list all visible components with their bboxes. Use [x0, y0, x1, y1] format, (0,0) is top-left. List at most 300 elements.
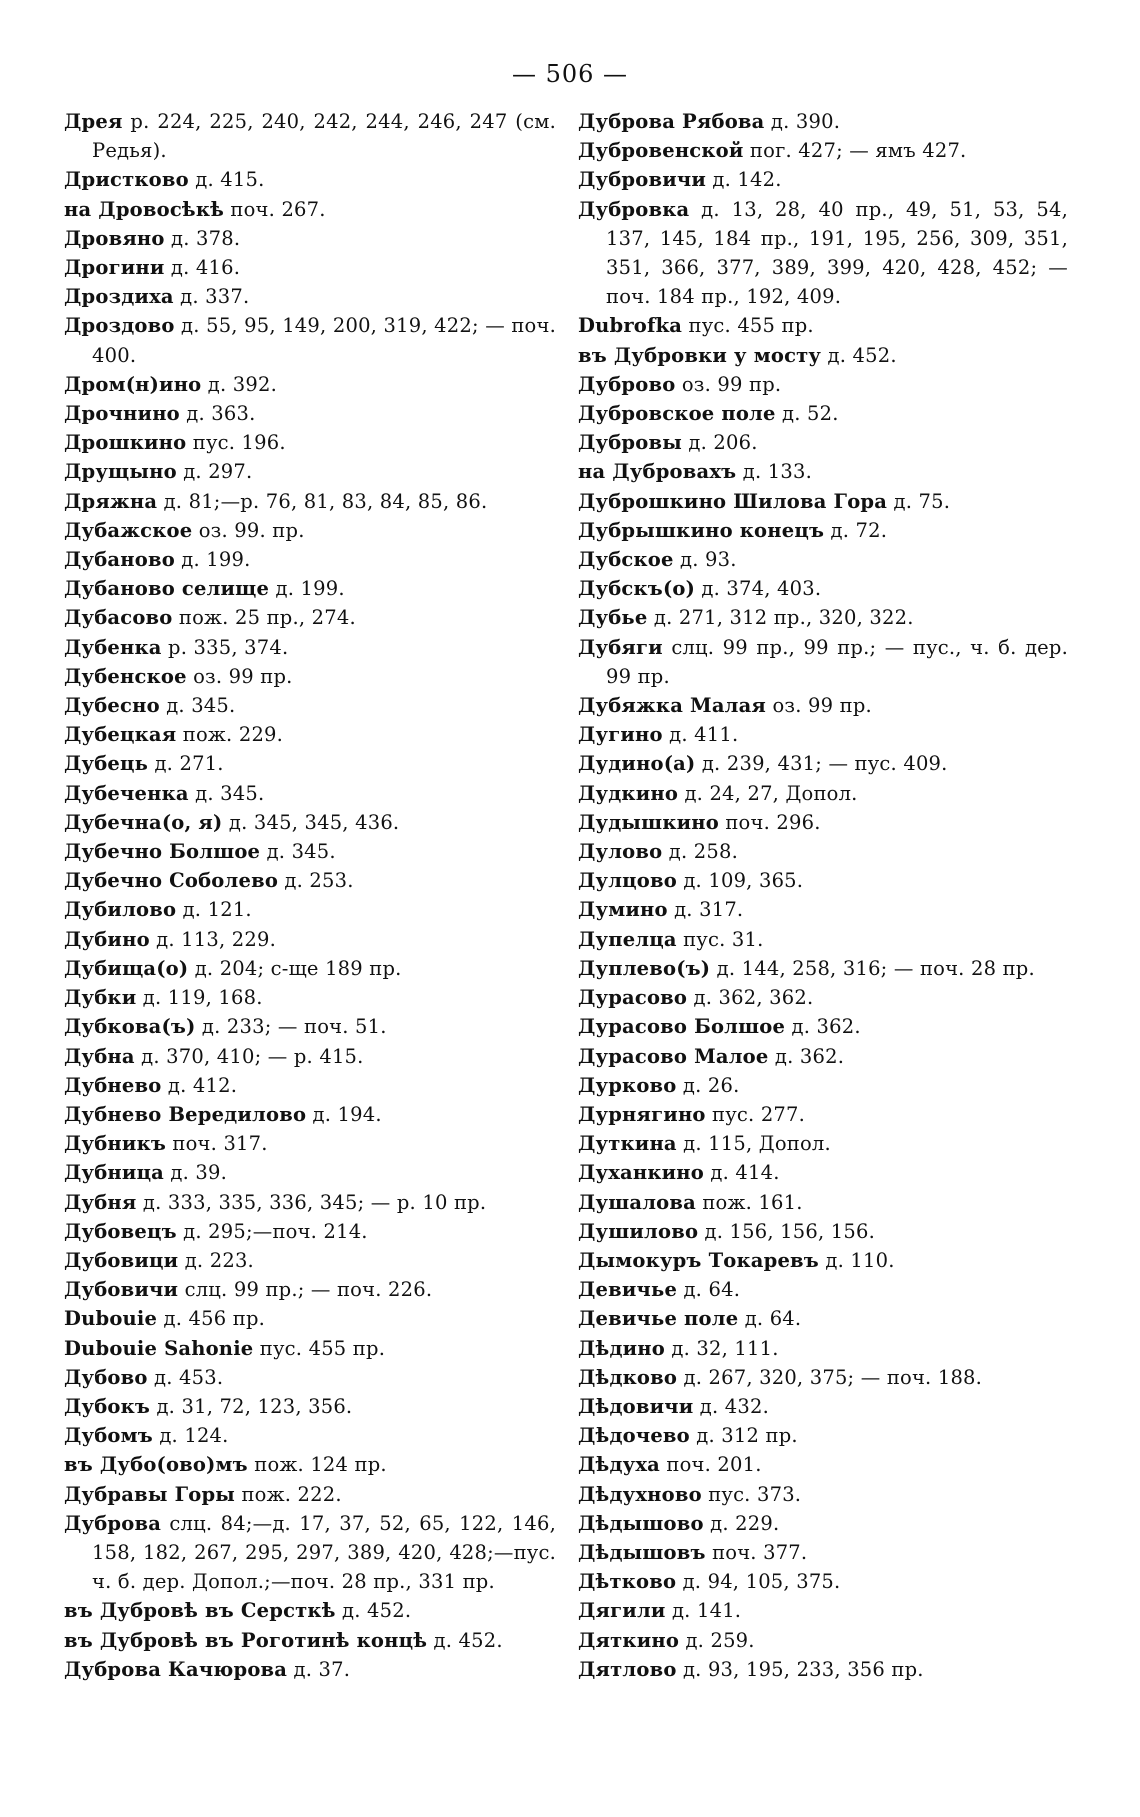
entry-references: д. 55, 95, 149, 200, 319, 422; — поч. 400.	[92, 314, 556, 367]
entry-references: д. 345.	[159, 694, 236, 718]
entry-references: д. 64.	[738, 1307, 802, 1331]
entry-references: пож. 222.	[235, 1482, 342, 1506]
entry-headword: Дупелца	[578, 927, 677, 951]
entry-headword: Дубровы	[578, 431, 682, 455]
entry-headword: Дрошкино	[64, 431, 187, 455]
entry-references: д. 52.	[775, 402, 839, 426]
index-entry	[578, 925, 1068, 954]
entry-references: д. 362.	[768, 1044, 845, 1068]
entry-references: д. 199.	[174, 548, 251, 572]
entry-references: д. 239, 431; — пус. 409.	[695, 752, 948, 776]
index-entry	[64, 1480, 556, 1509]
index-entry	[64, 1071, 556, 1100]
entry-references: д. 345.	[188, 781, 265, 805]
index-entry	[578, 165, 1068, 194]
entry-headword: Дубець	[64, 752, 149, 776]
entry-references: поч. 377.	[705, 1540, 808, 1564]
entry-headword: Дром(н)ино	[64, 372, 202, 396]
index-entry	[578, 107, 1068, 136]
entry-headword: Дудкино	[578, 781, 679, 805]
entry-headword: Дубокъ	[64, 1394, 151, 1418]
entry-references: д. 142.	[706, 168, 782, 192]
entry-headword: Дубскъ(о)	[578, 577, 696, 601]
entry-references: д. 362.	[785, 1015, 861, 1039]
entry-references: пус. 31.	[676, 927, 764, 951]
entry-references: д. 271, 312 пр., 320, 322.	[647, 606, 914, 630]
index-entry	[578, 1188, 1068, 1217]
entry-headword: Дугино	[578, 723, 663, 747]
entry-headword: въ Дубровѣ въ Серсткѣ	[64, 1599, 336, 1623]
index-entry	[578, 720, 1068, 749]
entry-headword: Дровяно	[64, 226, 165, 250]
left-column	[64, 107, 556, 1684]
entry-headword: Дроздово	[64, 314, 175, 338]
entry-headword: Дуброва	[64, 1511, 162, 1535]
entry-headword: Душалова	[578, 1190, 696, 1214]
entry-headword: Дрочнино	[64, 402, 180, 426]
entry-headword: Дубечно Болшое	[64, 840, 261, 864]
index-entry	[578, 1334, 1068, 1363]
entry-references: д. 363.	[179, 402, 256, 426]
index-entry	[64, 195, 556, 224]
index-entry	[64, 1421, 556, 1450]
entry-references: д. 412.	[161, 1073, 238, 1097]
index-entry	[64, 370, 556, 399]
index-entry	[578, 1626, 1068, 1655]
entry-headword: Дѣдухново	[578, 1482, 702, 1506]
entry-references: д. 452.	[821, 343, 897, 367]
entry-references: д. 24, 27, Допол.	[678, 781, 858, 805]
index-entry	[64, 1334, 556, 1363]
entry-headword: Дымокуръ Токаревъ	[578, 1248, 819, 1272]
index-entry	[64, 574, 556, 603]
index-entry	[578, 341, 1068, 370]
index-entry	[64, 311, 556, 369]
entry-references: д. 414.	[703, 1161, 780, 1185]
entry-references: д. 75.	[887, 489, 951, 513]
entry-references: д. 141.	[665, 1599, 742, 1623]
index-entry	[64, 1509, 556, 1597]
entry-headword: Дягили	[578, 1599, 666, 1623]
index-entry	[64, 1626, 556, 1655]
entry-references: д. 124.	[152, 1424, 229, 1448]
entry-headword: Дубница	[64, 1161, 165, 1185]
entry-references: д. 133.	[736, 460, 812, 484]
entry-references: пус. 455 пр.	[253, 1336, 386, 1360]
index-entry	[64, 1596, 556, 1625]
entry-headword: Дяткино	[578, 1628, 680, 1652]
entry-headword: Дубравы Горы	[64, 1482, 236, 1506]
entry-references: д. 144, 258, 316; — поч. 28 пр.	[710, 956, 1035, 980]
entry-references: слц. 84;—д. 17, 37, 52, 65, 122, 146, 158, 182, 267, 295, 297, 389, 420, 428;—пус. ч. б. дер. Допол.;—поч. 28 пр., 331 пр.	[92, 1511, 556, 1594]
entry-headword: Дурково	[578, 1073, 677, 1097]
index-entry	[64, 224, 556, 253]
entry-references: д. 259.	[679, 1628, 755, 1652]
entry-headword: Дубровичи	[578, 168, 707, 192]
index-entry	[64, 1188, 556, 1217]
entry-references: д. 94, 105, 375.	[676, 1570, 841, 1594]
entry-headword: Дубровское поле	[578, 402, 776, 426]
index-entry	[578, 779, 1068, 808]
index-entry	[64, 983, 556, 1012]
index-entry	[64, 1450, 556, 1479]
entry-headword: Дубовици	[64, 1248, 179, 1272]
index-entry	[64, 954, 556, 983]
entry-references: д. 204; с-ще 189 пр.	[188, 956, 402, 980]
index-entry	[578, 1071, 1068, 1100]
index-entry	[64, 1275, 556, 1304]
entry-headword: Дубаново селище	[64, 577, 270, 601]
index-entry	[578, 457, 1068, 486]
index-entry	[578, 749, 1068, 778]
entry-references: д. 392.	[201, 372, 278, 396]
entry-references: д. 390.	[764, 110, 841, 133]
entry-references: д. 109, 365.	[676, 869, 804, 893]
entry-headword: Дубкова(ъ)	[64, 1015, 196, 1039]
index-entry	[578, 399, 1068, 428]
index-entry	[64, 399, 556, 428]
entry-headword: Дубаново	[64, 548, 175, 572]
entry-references: д. 93.	[673, 548, 737, 572]
entry-references: д. 32, 111.	[665, 1336, 779, 1360]
entry-headword: Дубенское	[64, 664, 187, 688]
entry-references: д. 452.	[427, 1628, 503, 1652]
index-entry	[578, 1304, 1068, 1333]
entry-references: пус. 196.	[186, 431, 286, 455]
index-entry	[64, 749, 556, 778]
entry-headword: въ Дубо(ово)мъ	[64, 1453, 248, 1477]
entry-references: д. 267, 320, 375; — поч. 188.	[677, 1365, 983, 1389]
index-entry	[64, 428, 556, 457]
entry-headword: Дубское	[578, 548, 674, 572]
index-entry	[578, 691, 1068, 720]
index-entry	[578, 1509, 1068, 1538]
entry-headword: Дубечно Соболево	[64, 869, 279, 893]
entry-references: д. 271.	[148, 752, 224, 776]
entry-headword: Dubrofka	[578, 314, 683, 338]
entry-references: пож. 229.	[176, 723, 284, 747]
index-entry	[578, 895, 1068, 924]
index-entry	[64, 1246, 556, 1275]
entry-headword: Дуброва Качюрова	[64, 1657, 288, 1681]
entry-references: д. 297.	[176, 460, 253, 484]
index-entry	[64, 545, 556, 574]
entry-references: пож. 161.	[695, 1190, 803, 1214]
entry-headword: Дубровенской	[578, 139, 744, 163]
entry-headword: Дѣдино	[578, 1336, 665, 1360]
entry-headword: Дубье	[578, 606, 648, 630]
entry-headword: въ Дубровѣ въ Роготинѣ концѣ	[64, 1628, 428, 1652]
index-entry	[64, 1158, 556, 1187]
entry-headword: Думино	[578, 898, 668, 922]
index-entry	[578, 1655, 1068, 1684]
index-entry	[578, 954, 1068, 983]
index-entry	[578, 1450, 1068, 1479]
index-entry	[578, 1421, 1068, 1450]
entry-references: д. 415.	[188, 168, 265, 192]
entry-headword: Дурасово Болшое	[578, 1015, 786, 1039]
entry-references: д. 416.	[164, 256, 241, 280]
entry-headword: Дубяжка Малая	[578, 694, 767, 718]
entry-references: р. 224, 225, 240, 242, 244, 246, 247 (см. Редья).	[92, 110, 556, 163]
index-entry	[578, 516, 1068, 545]
entry-headword: Дуткина	[578, 1132, 677, 1156]
index-entry	[64, 633, 556, 662]
index-entry	[578, 311, 1068, 340]
entry-references: д. 453.	[147, 1365, 224, 1389]
entry-headword: Дуброва Рябова	[578, 110, 765, 133]
entry-headword: Дѣдышовъ	[578, 1540, 706, 1564]
entry-references: оз. 99. пр.	[192, 518, 305, 542]
entry-references: оз. 99 пр.	[186, 664, 293, 688]
entry-headword: Дубки	[64, 986, 137, 1010]
entry-references: д. 411.	[662, 723, 739, 747]
entry-headword: Дубища(о)	[64, 956, 189, 980]
entry-references: д. 115, Допол.	[676, 1132, 831, 1156]
index-entry	[64, 1042, 556, 1071]
index-entry	[64, 1012, 556, 1041]
entry-references: поч. 267.	[224, 197, 326, 221]
index-entry	[578, 1158, 1068, 1187]
index-entry	[578, 1012, 1068, 1041]
entry-references: д. 233; — поч. 51.	[195, 1015, 387, 1039]
index-entry	[64, 925, 556, 954]
entry-references: пож. 25 пр., 274.	[172, 606, 356, 630]
entry-references: д. 258.	[662, 840, 738, 864]
entry-references: д. 199.	[269, 577, 345, 601]
entry-references: д. 156, 156, 156.	[698, 1219, 876, 1243]
entry-headword: Дубовичи	[64, 1278, 179, 1302]
entry-headword: Дубникъ	[64, 1132, 167, 1156]
entry-references: д. 121.	[176, 898, 252, 922]
entry-headword: Дѣдышово	[578, 1511, 704, 1535]
index-entry	[578, 428, 1068, 457]
entry-references: д. 37.	[287, 1657, 351, 1681]
index-entry	[578, 633, 1068, 691]
entry-headword: Дубровка	[578, 197, 690, 221]
entry-headword: Дубрышкино конецъ	[578, 518, 825, 542]
entry-references: д. 93, 195, 233, 356 пр.	[676, 1657, 924, 1681]
entry-references: д. 13, 28, 40 пр., 49, 51, 53, 54, 137, 145, 184 пр., 191, 195, 256, 309, 351, 351, 366, 377, 389, 399, 420, 428, 452; — поч. 184 пр., 192, 409.	[606, 197, 1068, 309]
entry-headword: Dubouie Sahonie	[64, 1336, 254, 1360]
entry-references: д. 229.	[703, 1511, 780, 1535]
entry-references: д. 312 пр.	[689, 1424, 798, 1448]
index-entry	[64, 487, 556, 516]
entry-headword: Дубажское	[64, 518, 193, 542]
entry-headword: Дубенка	[64, 635, 162, 659]
entry-references: оз. 99 пр.	[766, 694, 872, 718]
entry-references: д. 113, 229.	[149, 927, 277, 951]
entry-references: д. 81;—р. 76, 81, 83, 84, 85, 86.	[157, 489, 488, 513]
entry-headword: Духанкино	[578, 1161, 704, 1185]
entry-headword: Дубино	[64, 927, 150, 951]
entry-headword: Дятлово	[578, 1657, 677, 1681]
index-entry	[578, 1596, 1068, 1625]
entry-headword: Девичье поле	[578, 1307, 739, 1331]
entry-headword: Дубово	[64, 1365, 148, 1389]
index-entry	[64, 253, 556, 282]
entry-headword: Дубнево Вередилово	[64, 1102, 307, 1126]
entry-headword: Дуброшкино Шилова Гора	[578, 489, 888, 513]
entry-headword: Дубасово	[64, 606, 173, 630]
entry-references: поч. 296.	[718, 810, 821, 834]
entry-headword: въ Дубровки у мосту	[578, 343, 822, 367]
entry-headword: Дурасово	[578, 986, 688, 1010]
index-entry	[578, 1392, 1068, 1421]
entry-references: д. 456 пр.	[157, 1307, 266, 1331]
entry-headword: Dubouie	[64, 1307, 158, 1331]
index-entry	[64, 1392, 556, 1421]
entry-headword: Дѣдочево	[578, 1424, 690, 1448]
entry-headword: Дряжна	[64, 489, 158, 513]
index-entry	[578, 574, 1068, 603]
index-entry	[578, 1217, 1068, 1246]
entry-references: слц. 99 пр., 99 пр.; — пус., ч. б. дер. 99 пр.	[606, 635, 1068, 688]
entry-headword: Дубецкая	[64, 723, 177, 747]
entry-headword: Дурнягино	[578, 1102, 706, 1126]
entry-headword: Друщыно	[64, 460, 177, 484]
entry-headword: Дубеченка	[64, 781, 189, 805]
entry-references: поч. 317.	[166, 1132, 268, 1156]
entry-references: р. 335, 374.	[161, 635, 289, 659]
entry-headword: Дубнево	[64, 1073, 162, 1097]
index-entry	[578, 983, 1068, 1012]
index-entry	[64, 779, 556, 808]
entry-headword: Дубовецъ	[64, 1219, 177, 1243]
entry-references: д. 452.	[335, 1599, 412, 1623]
index-entry	[64, 808, 556, 837]
entry-headword: Дубна	[64, 1044, 135, 1068]
entry-headword: Дубечна(о, я)	[64, 810, 223, 834]
index-entry	[64, 282, 556, 311]
index-entry	[64, 720, 556, 749]
index-entry	[64, 457, 556, 486]
entry-references: поч. 201.	[660, 1453, 762, 1477]
index-entry	[64, 895, 556, 924]
entry-headword: Дубяги	[578, 635, 663, 659]
index-entry	[578, 1480, 1068, 1509]
index-entry	[64, 165, 556, 194]
index-entry	[64, 662, 556, 691]
entry-headword: Дубилово	[64, 898, 177, 922]
index-entry	[64, 1129, 556, 1158]
entry-references: д. 345, 345, 436.	[222, 810, 400, 834]
entry-headword: на Дровосѣкѣ	[64, 197, 225, 221]
entry-headword: Дурасово Малое	[578, 1044, 769, 1068]
entry-references: д. 345.	[260, 840, 336, 864]
index-entry	[578, 136, 1068, 165]
entry-references: д. 317.	[667, 898, 744, 922]
entry-headword: Душилово	[578, 1219, 699, 1243]
entry-references: д. 378.	[164, 226, 241, 250]
entry-headword: Дристково	[64, 168, 189, 192]
index-entry	[578, 1567, 1068, 1596]
index-entry	[64, 1363, 556, 1392]
index-entry	[578, 808, 1068, 837]
entry-references: пог. 427; — ямъ 427.	[743, 139, 967, 163]
index-entry	[578, 866, 1068, 895]
entry-headword: Дубесно	[64, 694, 160, 718]
entry-references: д. 39.	[164, 1161, 228, 1185]
entry-headword: Дроздиха	[64, 285, 174, 309]
entry-headword: Дудино(а)	[578, 752, 696, 776]
entry-references: оз. 99 пр.	[675, 372, 782, 396]
entry-references: д. 337.	[173, 285, 250, 309]
entry-references: д. 110.	[818, 1248, 895, 1272]
index-entry	[64, 837, 556, 866]
entry-headword: Дрея	[64, 110, 123, 133]
entry-headword: Дуплево(ъ)	[578, 956, 711, 980]
entry-references: д. 333, 335, 336, 345; — р. 10 пр.	[136, 1190, 487, 1214]
entry-references: д. 295;—поч. 214.	[176, 1219, 368, 1243]
entry-references: д. 26.	[676, 1073, 740, 1097]
entry-headword: Дѣдково	[578, 1365, 678, 1389]
index-entry	[64, 866, 556, 895]
entry-references: слц. 99 пр.; — поч. 226.	[178, 1278, 433, 1302]
index-entry	[578, 1100, 1068, 1129]
entry-headword: Дудышкино	[578, 810, 719, 834]
entry-headword: Дрогини	[64, 256, 165, 280]
entry-headword: Дѣтково	[578, 1570, 677, 1594]
entry-references: д. 253.	[278, 869, 354, 893]
entry-references: д. 370, 410; — р. 415.	[134, 1044, 364, 1068]
entry-headword: Дулцово	[578, 869, 677, 893]
entry-references: пус. 277.	[705, 1102, 806, 1126]
entry-references: д. 432.	[693, 1394, 770, 1418]
entry-references: пож. 124 пр.	[247, 1453, 387, 1477]
index-entry	[64, 1100, 556, 1129]
entry-headword: Дубня	[64, 1190, 137, 1214]
entry-references: д. 31, 72, 123, 356.	[150, 1394, 353, 1418]
entry-references: д. 362, 362.	[687, 986, 814, 1010]
index-entry	[64, 1304, 556, 1333]
entry-headword: Дуброво	[578, 372, 676, 396]
index-entry	[64, 691, 556, 720]
entry-headword: Дубомъ	[64, 1424, 153, 1448]
index-entry	[578, 370, 1068, 399]
entry-references: д. 64.	[677, 1278, 741, 1302]
entry-headword: Дѣдуха	[578, 1453, 660, 1477]
index-entry	[578, 1538, 1068, 1567]
index-entry	[578, 1129, 1068, 1158]
entry-references: д. 119, 168.	[136, 986, 263, 1010]
entry-headword: на Дубровахъ	[578, 460, 737, 484]
index-entry	[64, 1217, 556, 1246]
entry-headword: Девичье	[578, 1278, 678, 1302]
index-entry	[64, 603, 556, 632]
entry-references: пус. 455 пр.	[682, 314, 814, 338]
index-entry	[64, 516, 556, 545]
index-entry	[578, 603, 1068, 632]
entry-references: д. 194.	[306, 1102, 382, 1126]
index-entry	[578, 1363, 1068, 1392]
entry-references: д. 374, 403.	[695, 577, 822, 601]
entry-references: д. 223.	[178, 1248, 254, 1272]
entry-headword: Дѣдовичи	[578, 1394, 694, 1418]
right-column	[578, 107, 1068, 1684]
index-entry	[578, 1042, 1068, 1071]
entry-references: д. 72.	[824, 518, 888, 542]
index-entry	[64, 107, 556, 165]
index-entry	[578, 487, 1068, 516]
index-entry	[578, 545, 1068, 574]
index-entry	[64, 1655, 556, 1684]
index-entry	[578, 1246, 1068, 1275]
index-entry	[578, 837, 1068, 866]
entry-headword: Дулово	[578, 840, 663, 864]
page-number: — 506 —	[511, 60, 629, 88]
entry-references: пус. 373.	[701, 1482, 802, 1506]
